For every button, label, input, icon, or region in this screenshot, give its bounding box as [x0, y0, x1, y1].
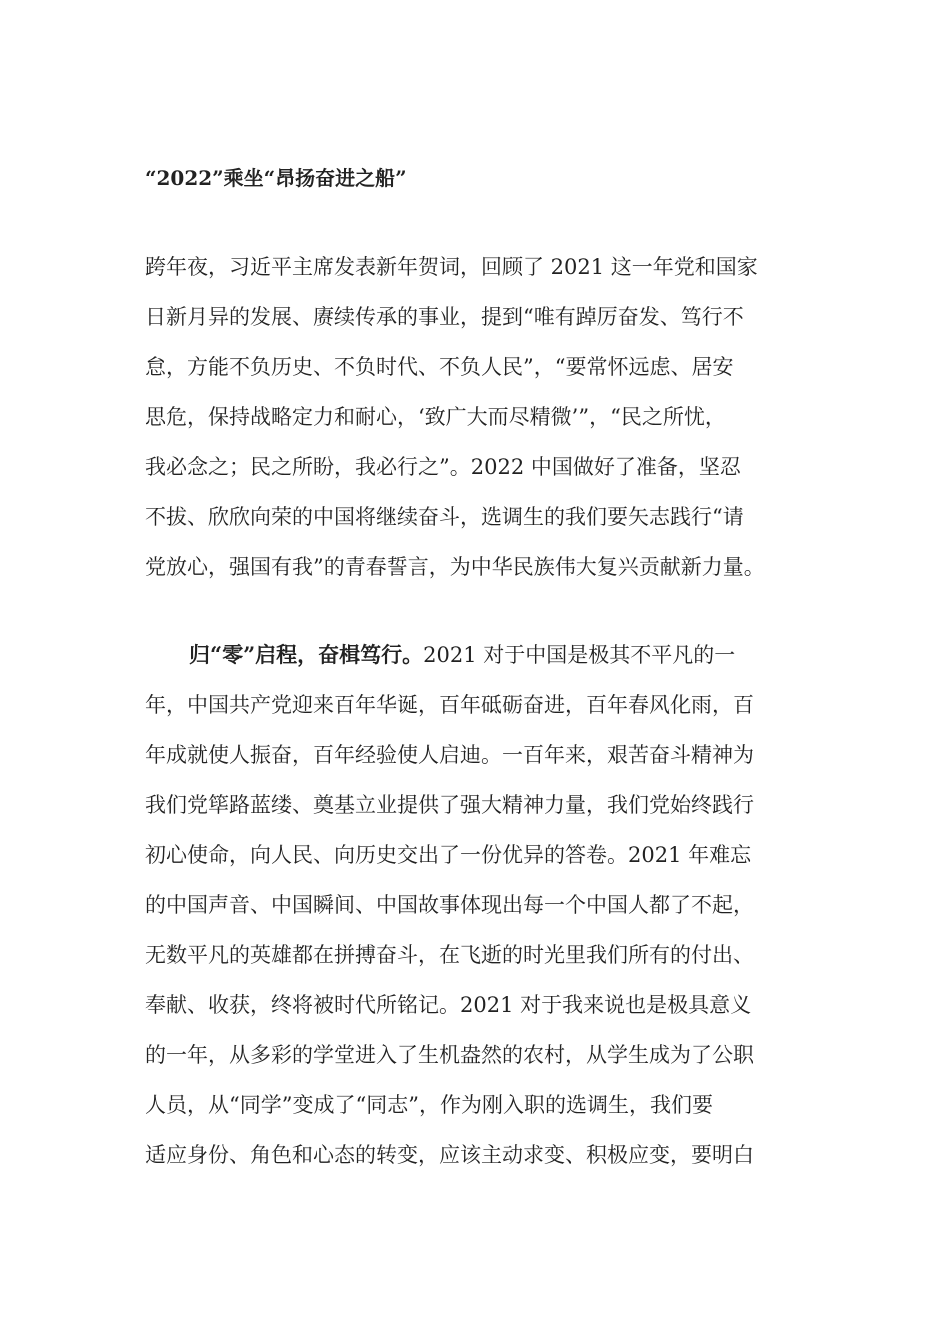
article-title: “2022”乘坐“昂扬奋进之船” [145, 166, 407, 190]
paragraph-2-first-line [145, 630, 805, 680]
paragraph-2-line: 无数平凡的英雄都在拼搏奋斗，在飞逝的时光里我们所有的付出、 [145, 943, 754, 967]
paragraph-2-line: 适应身份、角色和心态的转变，应该主动求变、积极应变，要明白 [145, 1143, 754, 1167]
paragraph-2-line: 我们党筚路蓝缕、奠基立业提供了强大精神力量，我们党始终践行 [145, 793, 754, 817]
paragraph-2-line: 年，中国共产党迎来百年华诞，百年砥砺奋进，百年春风化雨，百 [145, 693, 754, 717]
paragraph-2-line: 奉献、收获，终将被时代所铭记。2021 对于我来说也是极具意义 [145, 993, 752, 1017]
paragraph-1-line: 怠，方能不负历史、不负时代、不负人民”，“要常怀远虑、居安 [145, 355, 734, 379]
paragraph-2-line: 初心使命，向人民、向历史交出了一份优异的答卷。2021 年难忘 [145, 843, 752, 867]
paragraph-1-line: 跨年夜，习近平主席发表新年贺词，回顾了 2021 这一年党和国家 [145, 255, 758, 279]
paragraph-1-line: 日新月异的发展、赓续传承的事业，提到“唯有踔厉奋发、笃行不 [145, 305, 744, 329]
paragraph-1-line: 我必念之；民之所盼，我必行之”。2022 中国做好了准备，坚忍 [145, 455, 741, 479]
paragraph-2-line: 的一年，从多彩的学堂进入了生机盎然的农村，从学生成为了公职 [145, 1043, 754, 1067]
paragraph-2 [145, 630, 805, 1180]
paragraph-2-line: 的中国声音、中国瞬间、中国故事体现出每一个中国人都了不起， [145, 893, 754, 917]
paragraph-2-line: 人员，从“同学”变成了“同志”，作为刚入职的选调生，我们要 [145, 1093, 713, 1117]
paragraph-2-heading: 归“零”启程，奋楫笃行。 [189, 642, 424, 667]
paragraph-2-line: 年成就使人振奋，百年经验使人启迪。一百年来，艰苦奋斗精神为 [145, 743, 754, 767]
paragraph-1 [145, 242, 805, 592]
paragraph-1-line: 党放心，强国有我”的青春誓言，为中华民族伟大复兴贡献新力量。 [145, 555, 765, 579]
paragraph-2-first-line-text: 2021 对于中国是极其不平凡的一 [423, 643, 736, 667]
paragraph-1-line: 思危，保持战略定力和耐心，‘致广大而尽精微’”，“民之所忧， [145, 405, 726, 429]
paragraph-1-line: 不拔、欣欣向荣的中国将继续奋斗，选调生的我们要矢志践行“请 [145, 505, 744, 529]
